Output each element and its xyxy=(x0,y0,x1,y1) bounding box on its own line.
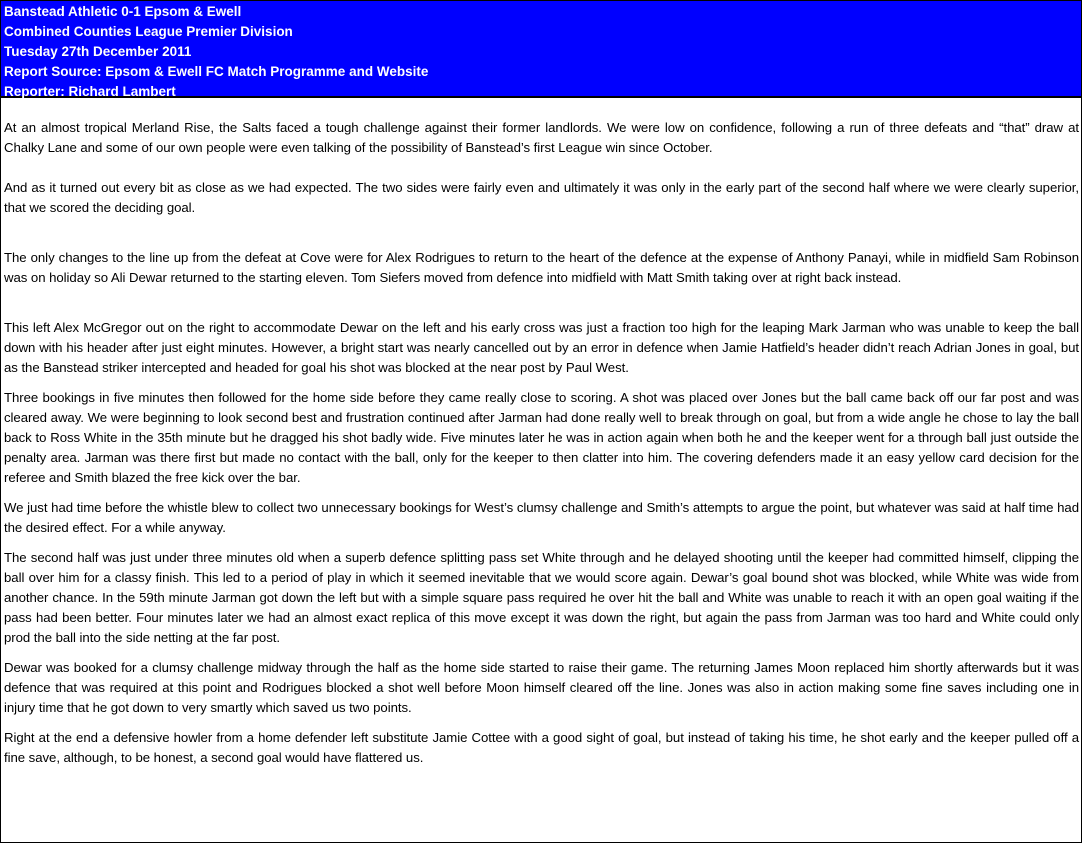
report-body xyxy=(1,118,1081,768)
report-paragraph-9: Right at the end a defensive howler from a home defender left substitute Jamie Cottee with a good sight of goal, but instead of taking his time, he shot early and the keeper pulled off a fine save, although, to be honest, a second goal would have flattered us. xyxy=(4,730,1079,765)
report-paragraph-7: The second half was just under three minutes old when a superb defence splitting pass set White through and he delayed shooting until the keeper had committed himself, clipping the ball over him for a classy finish. This led to a period of play in which it seemed inevitable that we would score again. Dewar’s goal bound shot was blocked, while White was wide from another chance. In the 59th minute Jarman got down the left but with a simple square pass required he over hit the ball and White was unable to reach it with an open goal waiting if the pass had been better. Four minutes later we had an almost exact replica of this move except it was down the right, but again the pass from Jarman was too hard and White could only prod the ball into the side netting at the far post. xyxy=(4,550,1079,645)
report-paragraph-3: The only changes to the line up from the defeat at Cove were for Alex Rodrigues to return to the heart of the defence at the expense of Anthony Panayi, while in midfield Sam Robinson was on holiday so Ali Dewar returned to the starting eleven. Tom Siefers moved from defence into midfield with Matt Smith taking over at right back instead. xyxy=(4,250,1079,285)
report-paragraph-8: Dewar was booked for a clumsy challenge midway through the half as the home side started to raise their game. The returning James Moon replaced him shortly afterwards but it was defence that was required at this point and Rodrigues blocked a shot well before Moon himself cleared off the line. Jones was also in action making some fine saves including one in injury time that he got down to very smartly which saved us two points. xyxy=(4,660,1079,715)
match-date: Tuesday 27th December 2011 xyxy=(4,44,192,59)
report-header xyxy=(1,1,1081,98)
report-paragraph-2: And as it turned out every bit as close as we had expected. The two sides were fairly even and ultimately it was only in the early part of the second half where we were clearly superior, that we scored the deciding goal. xyxy=(4,180,1079,215)
report-paragraph-1: At an almost tropical Merland Rise, the Salts faced a tough challenge against their former landlords. We were low on confidence, following a run of three defeats and “that” draw at Chalky Lane and some of our own people were even talking of the possibility of Banstead’s first League win since October. xyxy=(4,120,1079,155)
report-source: Report Source: Epsom & Ewell FC Match Programme and Website xyxy=(4,64,429,79)
match-title: Banstead Athletic 0-1 Epsom & Ewell xyxy=(4,4,242,19)
report-paragraph-4: This left Alex McGregor out on the right to accommodate Dewar on the left and his early cross was just a fraction too high for the leaping Mark Jarman who was unable to keep the ball down with his header after just eight minutes. However, a bright start was nearly cancelled out by an error in defence when Jamie Hatfield’s header didn’t reach Adrian Jones in goal, but as the Banstead striker intercepted and headed for goal his shot was blocked at the near post by Paul West. xyxy=(4,320,1079,375)
reporter-name: Reporter: Richard Lambert xyxy=(4,84,176,99)
competition-name: Combined Counties League Premier Division xyxy=(4,24,293,39)
report-paragraph-6: We just had time before the whistle blew to collect two unnecessary bookings for West’s clumsy challenge and Smith’s attempts to argue the point, but whatever was said at half time had the desired effect. For a while anyway. xyxy=(4,500,1079,535)
report-paragraph-5: Three bookings in five minutes then followed for the home side before they came really close to scoring. A shot was placed over Jones but the ball came back off our far post and was cleared away. We were beginning to look second best and frustration continued after Jarman had done really well to break through on goal, but from a wide angle he chose to lay the ball back to Ross White in the 35th minute but he dragged his shot badly wide. Five minutes later he was in action again when both he and the keeper went for a through ball just outside the penalty area. Jarman was there first but made no contact with the ball, only for the keeper to then clatter into him. The covering defenders made it an easy yellow card decision for the referee and Smith blazed the free kick over the bar. xyxy=(4,390,1079,485)
